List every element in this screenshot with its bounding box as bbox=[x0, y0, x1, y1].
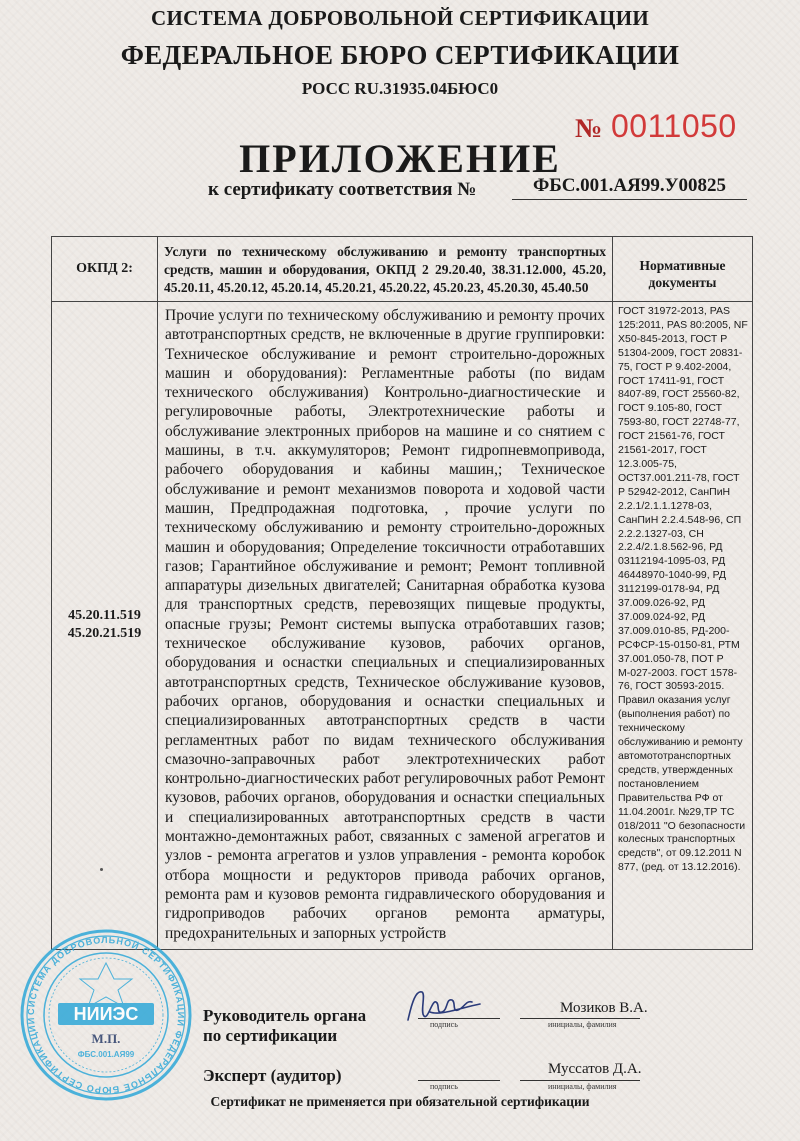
expert-name: Муссатов Д.А. bbox=[548, 1061, 642, 1077]
certificate-number: ФБС.001.АЯ99.У00825 bbox=[512, 175, 747, 200]
table-row bbox=[52, 302, 753, 950]
stamp-ring-text: СИСТЕМА ДОБРОВОЛЬНОЙ СЕРТИФИКАЦИИ ФЕДЕРАЛЬНОЕ БЮРО СЕРТИФИКАЦИИ bbox=[25, 934, 187, 1096]
head-sign-caption: подпись bbox=[430, 1020, 458, 1029]
organization-stamp bbox=[18, 927, 194, 1103]
expert-sign-caption: подпись bbox=[430, 1082, 458, 1091]
head-of-body-label bbox=[203, 1006, 366, 1046]
margin-mark bbox=[100, 868, 103, 871]
registration-number: РОСС RU.31935.04БЮС0 bbox=[301, 79, 499, 98]
page-subtitle: к сертификату соответствия № bbox=[208, 179, 477, 200]
expert-signature-line bbox=[418, 1080, 500, 1081]
head-name: Мозиков В.А. bbox=[560, 1000, 648, 1016]
okpd-code-1: 45.20.11.519 bbox=[68, 608, 141, 624]
services-table bbox=[51, 236, 753, 950]
okpd-codes bbox=[52, 302, 158, 950]
norm-header-line1: Нормативные bbox=[639, 257, 726, 273]
norm-docs-header bbox=[613, 237, 753, 302]
bureau-name: ФЕДЕРАЛЬНОЕ БЮРО СЕРТИФИКАЦИИ bbox=[120, 40, 680, 70]
form-number-sign: № bbox=[575, 113, 603, 143]
norm-header-line2: документы bbox=[648, 274, 717, 290]
expert-name-caption: инициалы, фамилия bbox=[548, 1082, 617, 1091]
services-header: Услуги по техническому обслуживанию и ремонту транспортных средств, машин и оборудования, ОКПД 2 29.20.40, 38.31.12.000, 45.20, 45.20.11, 45.20.12, 45.20.14, 45.20.21, 45.20.22, 45.20.23, 45.20.30, 45.40.50 bbox=[158, 237, 613, 302]
table-header-row bbox=[52, 237, 753, 302]
head-name-caption: инициалы, фамилия bbox=[548, 1020, 617, 1029]
expert-label: Эксперт (аудитор) bbox=[203, 1066, 342, 1085]
head-label-line1: Руководитель органа bbox=[203, 1006, 367, 1025]
normative-documents: ГОСТ 31972-2013, PAS 125:2011, PAS 80:2005, NF X50-845-2013, ГОСТ Р 51304-2009, ГОСТ 20831-75, ГОСТ Р 9.402-2004, ГОСТ 17411-91, ГОСТ 8407-89, ГОСТ 25560-82, ГОСТ 9.105-80, ГОСТ 7593-80, ГОСТ 22748-77, ГОСТ 21561-76, ГОСТ 21561-2017, ГОСТ 12.3.005-75, ОСТ37.001.211-78, ГОСТ Р 52942-2012, СанПиН 2.2.1/2.1.1.1278-03, СанПиН 2.2.4.548-96, СП 2.2.2.1327-03, СН 2.2.4/2.1.8.562-96, РД 03112194-1095-03, РД 46448970-1040-99, РД 3112199-0178-94, РД 37.009.026-92, РД 37.009.024-92, РД 37.009.010-85, РД-200-РСФСР-15-0150-81, РТМ 37.001.050-78, ПОТ Р М-027-2003. ГОСТ 1578-76, ГОСТ 30593-2015. Правил оказания услуг (выполнения работ) по техническому обслуживанию и ремонту автомототранспортных средств, утвержденных постановлением Правительства РФ от 11.04.2001г. №29,ТР ТС 018/2011 "О безопасности колесных транспортных средств", от 09.12.2011 N 877, (ред. от 13.12.2016). bbox=[613, 302, 753, 950]
expert-name-line bbox=[520, 1080, 640, 1081]
system-name: СИСТЕМА ДОБРОВОЛЬНОЙ СЕРТИФИКАЦИИ bbox=[151, 6, 649, 30]
stamp-mp-label: М.П. bbox=[91, 1031, 121, 1046]
head-label-line2: по сертификации bbox=[203, 1026, 338, 1045]
head-name-line bbox=[520, 1018, 640, 1019]
head-signature-line bbox=[418, 1018, 500, 1019]
okpd-code-2: 45.20.21.519 bbox=[67, 626, 142, 642]
form-number: 0011050 bbox=[611, 108, 737, 144]
page-title: ПРИЛОЖЕНИЕ bbox=[239, 136, 561, 181]
stamp-code: ФБС.001.АЯ99 bbox=[77, 1050, 135, 1059]
okpd-label: ОКПД 2: bbox=[52, 237, 158, 302]
stamp-center-text: НИИЭС bbox=[73, 1004, 139, 1024]
footer-note: Сертификат не применяется при обязательной сертификации bbox=[210, 1094, 590, 1109]
service-description: Прочие услуги по техническому обслуживанию и ремонту прочих автотранспортных средств, не включенные в другие группировки: Техническое обслуживание и ремонт строительно-дорожных машин и оборудования): Регламентные работы (по видам технического обслуживания) Контрольно-диагностические и регулировочные работы, Электротехнические работы и обслуживание электронных приборов на машине и со снятием с машины, в т.ч. аккумуляторов; Ремонт гидропневмопривода, рабочего оборудования и кабины машин,; Техническое обслуживание и ремонт механизмов поворота и ходовой части машин, Предпродажная подготовка, , прочие услуги по техническому обслуживанию и ремонту строительно-дорожных машин и оборудования; Определение токсичности отработавших газов; Гарантийное обслуживание и ремонт; Ремонт топливной аппаратуры дизельных двигателей; Санитарная обработка кузова для транспортных средств, перевозящих пищевые продукты, опасные грузы; Ремонт системы выпуска отработавших газов; техническое обслуживание кузовов, рабочих органов, оборудования и оснастки специальных и специализированных автотранспортных средств, Техническое обслуживание кузовов, рабочих органов, оборудования и оснастки специальных и специализированных автотранспортных средств в части регламентных работ по видам технического обслуживания смазочно-заправочных работ электротехнических работ контрольно-диагностических работ регулировочных работ Ремонт кузовов, рабочих органов, оборудования и оснастки специальных и специализированных автотранспортных средств в части монтажно-демонтажных работ, связанных с заменой агрегатов и узлов - ремонта агрегатов и узлов управления - ремонта коробок отбора мощности и редукторов привода рабочих органов, ремонта рам и кузовов ремонта гидравлического оборудования и гидроприводов рабочих органов ремонта арматуры, предохранительных и запорных устройств bbox=[158, 302, 613, 950]
